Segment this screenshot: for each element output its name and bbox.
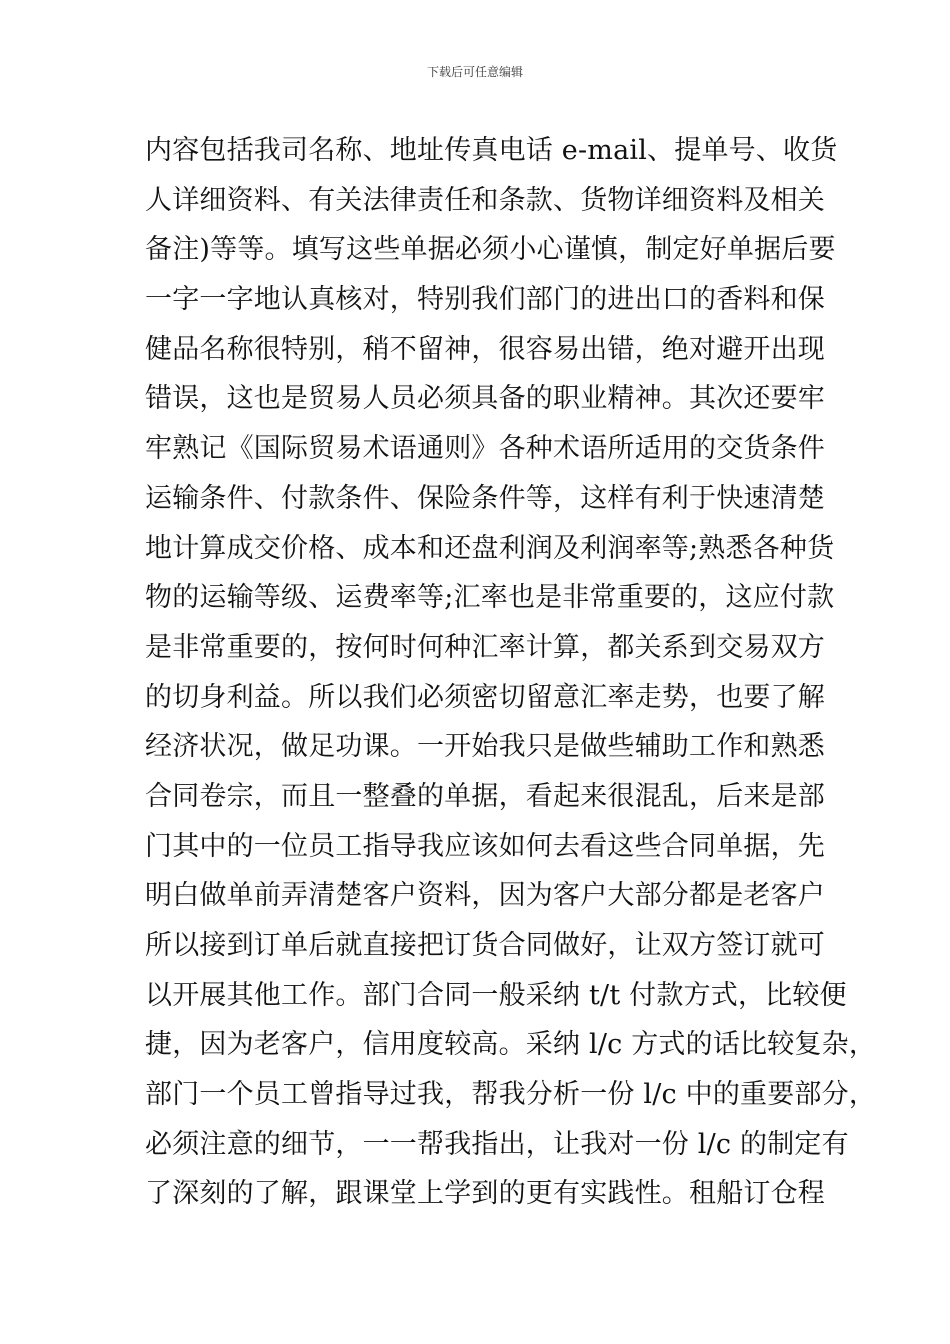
text-line: 运输条件、付款条件、保险条件等，这样有利于快速清楚 xyxy=(145,482,825,514)
text-line: 人详细资料、有关法律责任和条款、货物详细资料及相关 xyxy=(145,184,825,216)
text-line: 内容包括我司名称、地址传真电话 e-mail、提单号、收货 xyxy=(145,135,838,166)
text-line: 牢熟记《国际贸易术语通则》各种术语所适用的交货条件 xyxy=(145,433,825,465)
text-line: 捷，因为老客户，信用度较高。采纳 l/c 方式的话比较复杂， xyxy=(145,1029,877,1061)
text-line: 所以接到订单后就直接把订货合同做好，让双方签订就可 xyxy=(145,930,825,961)
text-line: 部门一个员工曾指导过我，帮我分析一份 l/c 中的重要部分， xyxy=(145,1079,877,1111)
text-line: 以开展其他工作。部门合同一般采纳 t/t 付款方式，比较便 xyxy=(145,979,847,1011)
page-header: 下载后可任意编辑 xyxy=(426,65,523,79)
text-line: 地计算成交价格、成本和还盘利润及利润率等;熟悉各种货 xyxy=(145,532,835,564)
text-line: 合同卷宗，而且一整叠的单据，看起来很混乱，后来是部 xyxy=(145,780,825,812)
text-line: 的切身利益。所以我们必须密切留意汇率走势，也要了解 xyxy=(145,681,825,713)
text-line: 了深刻的了解，跟课堂上学到的更有实践性。租船订仓程 xyxy=(145,1178,825,1210)
text-line: 物的运输等级、运费率等;汇率也是非常重要的，这应付款 xyxy=(145,582,835,614)
text-line: 是非常重要的，按何时何种汇率计算，都关系到交易双方 xyxy=(145,631,825,663)
text-line: 必须注意的细节，一一帮我指出，让我对一份 l/c 的制定有 xyxy=(145,1128,849,1160)
text-line: 明白做单前弄清楚客户资料，因为客户大部分都是老客户 xyxy=(145,880,825,912)
text-line: 备注)等等。填写这些单据必须小心谨慎，制定好单据后要 xyxy=(145,234,836,266)
body-text xyxy=(145,126,877,1219)
text-line: 健品名称很特别，稍不留神，很容易出错，绝对避开出现 xyxy=(145,333,825,365)
text-line: 经济状况，做足功课。一开始我只是做些辅助工作和熟悉 xyxy=(145,731,825,763)
text-line: 门其中的一位员工指导我应该如何去看这些合同单据，先 xyxy=(145,830,825,862)
text-line: 错误，这也是贸易人员必须具备的职业精神。其次还要牢 xyxy=(145,383,825,415)
text-line: 一字一字地认真核对，特别我们部门的进出口的香料和保 xyxy=(145,284,825,316)
